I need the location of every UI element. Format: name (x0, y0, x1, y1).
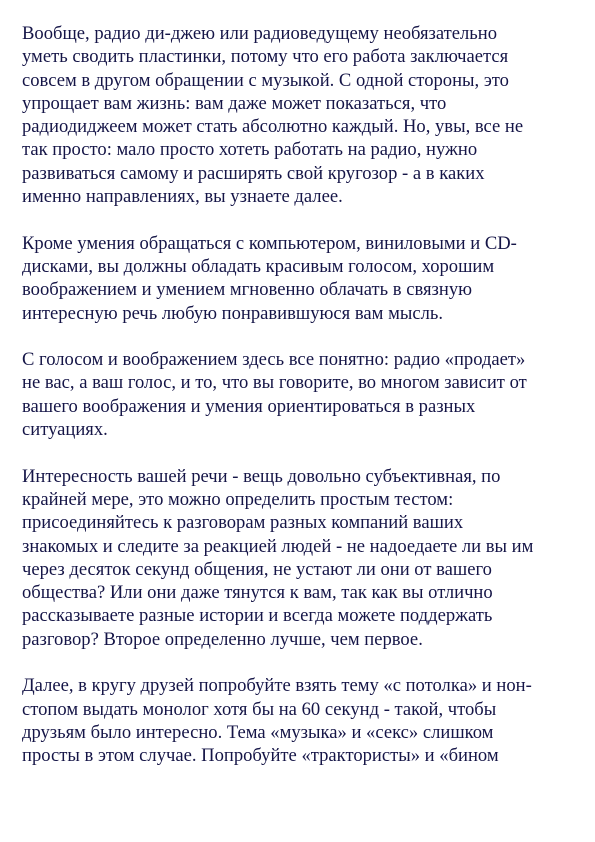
text-line: не вас, а ваш голос, и то, что вы говорите, во многом зависит от (22, 372, 527, 394)
text-line: крайней мере, это можно определить простым тестом: (22, 488, 454, 510)
text-line: С голосом и воображением здесь все понятно: радио «продает» (22, 349, 526, 371)
text-line: присоединяйтесь к разговорам разных компаний ваших (22, 512, 464, 534)
text-line: упрощает вам жизнь: вам даже может показаться, что (22, 92, 447, 114)
text-line: через десяток секунд общения, не устают ли они от вашего (22, 558, 492, 580)
text-line: так просто: мало просто хотеть работать на радио, нужно (22, 139, 478, 161)
text-line: стопом выдать монолог хотя бы на 60 секунд - такой, чтобы (22, 698, 497, 720)
text-line: развиваться самому и расширять свой кругозор - а в каких (22, 162, 485, 184)
text-line: дисками, вы должны обладать красивым голосом, хорошим (22, 255, 495, 277)
text-line: просты в этом случае. Попробуйте «трактористы» и «бином (22, 745, 499, 767)
text-line: друзьям было интересно. Тема «музыка» и «секс» слишком (22, 721, 494, 743)
paragraph-2 (22, 232, 578, 325)
text-line: ситуациях. (22, 419, 108, 441)
text-line: Вообще, радио ди-джею или радиоведущему необязательно (22, 23, 498, 44)
text-line: интересную речь любую понравившуюся вам мысль. (22, 302, 443, 324)
text-line: вашего воображения и умения ориентироваться в разных (22, 395, 476, 417)
text-line: воображением и умением мгновенно облачать в связную (22, 279, 473, 301)
text-line: рассказываете разные истории и всегда можете поддержать (22, 605, 493, 627)
paragraph-3 (22, 348, 578, 441)
paragraph-5 (22, 674, 578, 767)
text-line: разговор? Второе определенно лучше, чем первое. (22, 628, 423, 650)
paragraph-4 (22, 465, 578, 651)
paragraph-1 (22, 22, 578, 208)
text-line: именно направлениях, вы узнаете далее. (22, 186, 343, 208)
text-line: Интересность вашей речи - вещь довольно субъективная, по (22, 465, 501, 487)
text-line: совсем в другом обращении с музыкой. С одной стороны, это (22, 69, 509, 91)
document-page (22, 22, 578, 791)
text-line: общества? Или они даже тянутся к вам, так как вы отлично (22, 582, 493, 604)
text-line: Далее, в кругу друзей попробуйте взять тему «с потолка» и нон- (22, 675, 532, 697)
text-line: уметь сводить пластинки, потому что его работа заключается (22, 46, 509, 68)
text-line: Кроме умения обращаться с компьютером, виниловыми и CD- (22, 232, 517, 254)
text-line: знакомых и следите за реакцией людей - не надоедаете ли вы им (22, 535, 534, 557)
text-line: радиодиджеем может стать абсолютно каждый. Но, увы, все не (22, 116, 524, 138)
